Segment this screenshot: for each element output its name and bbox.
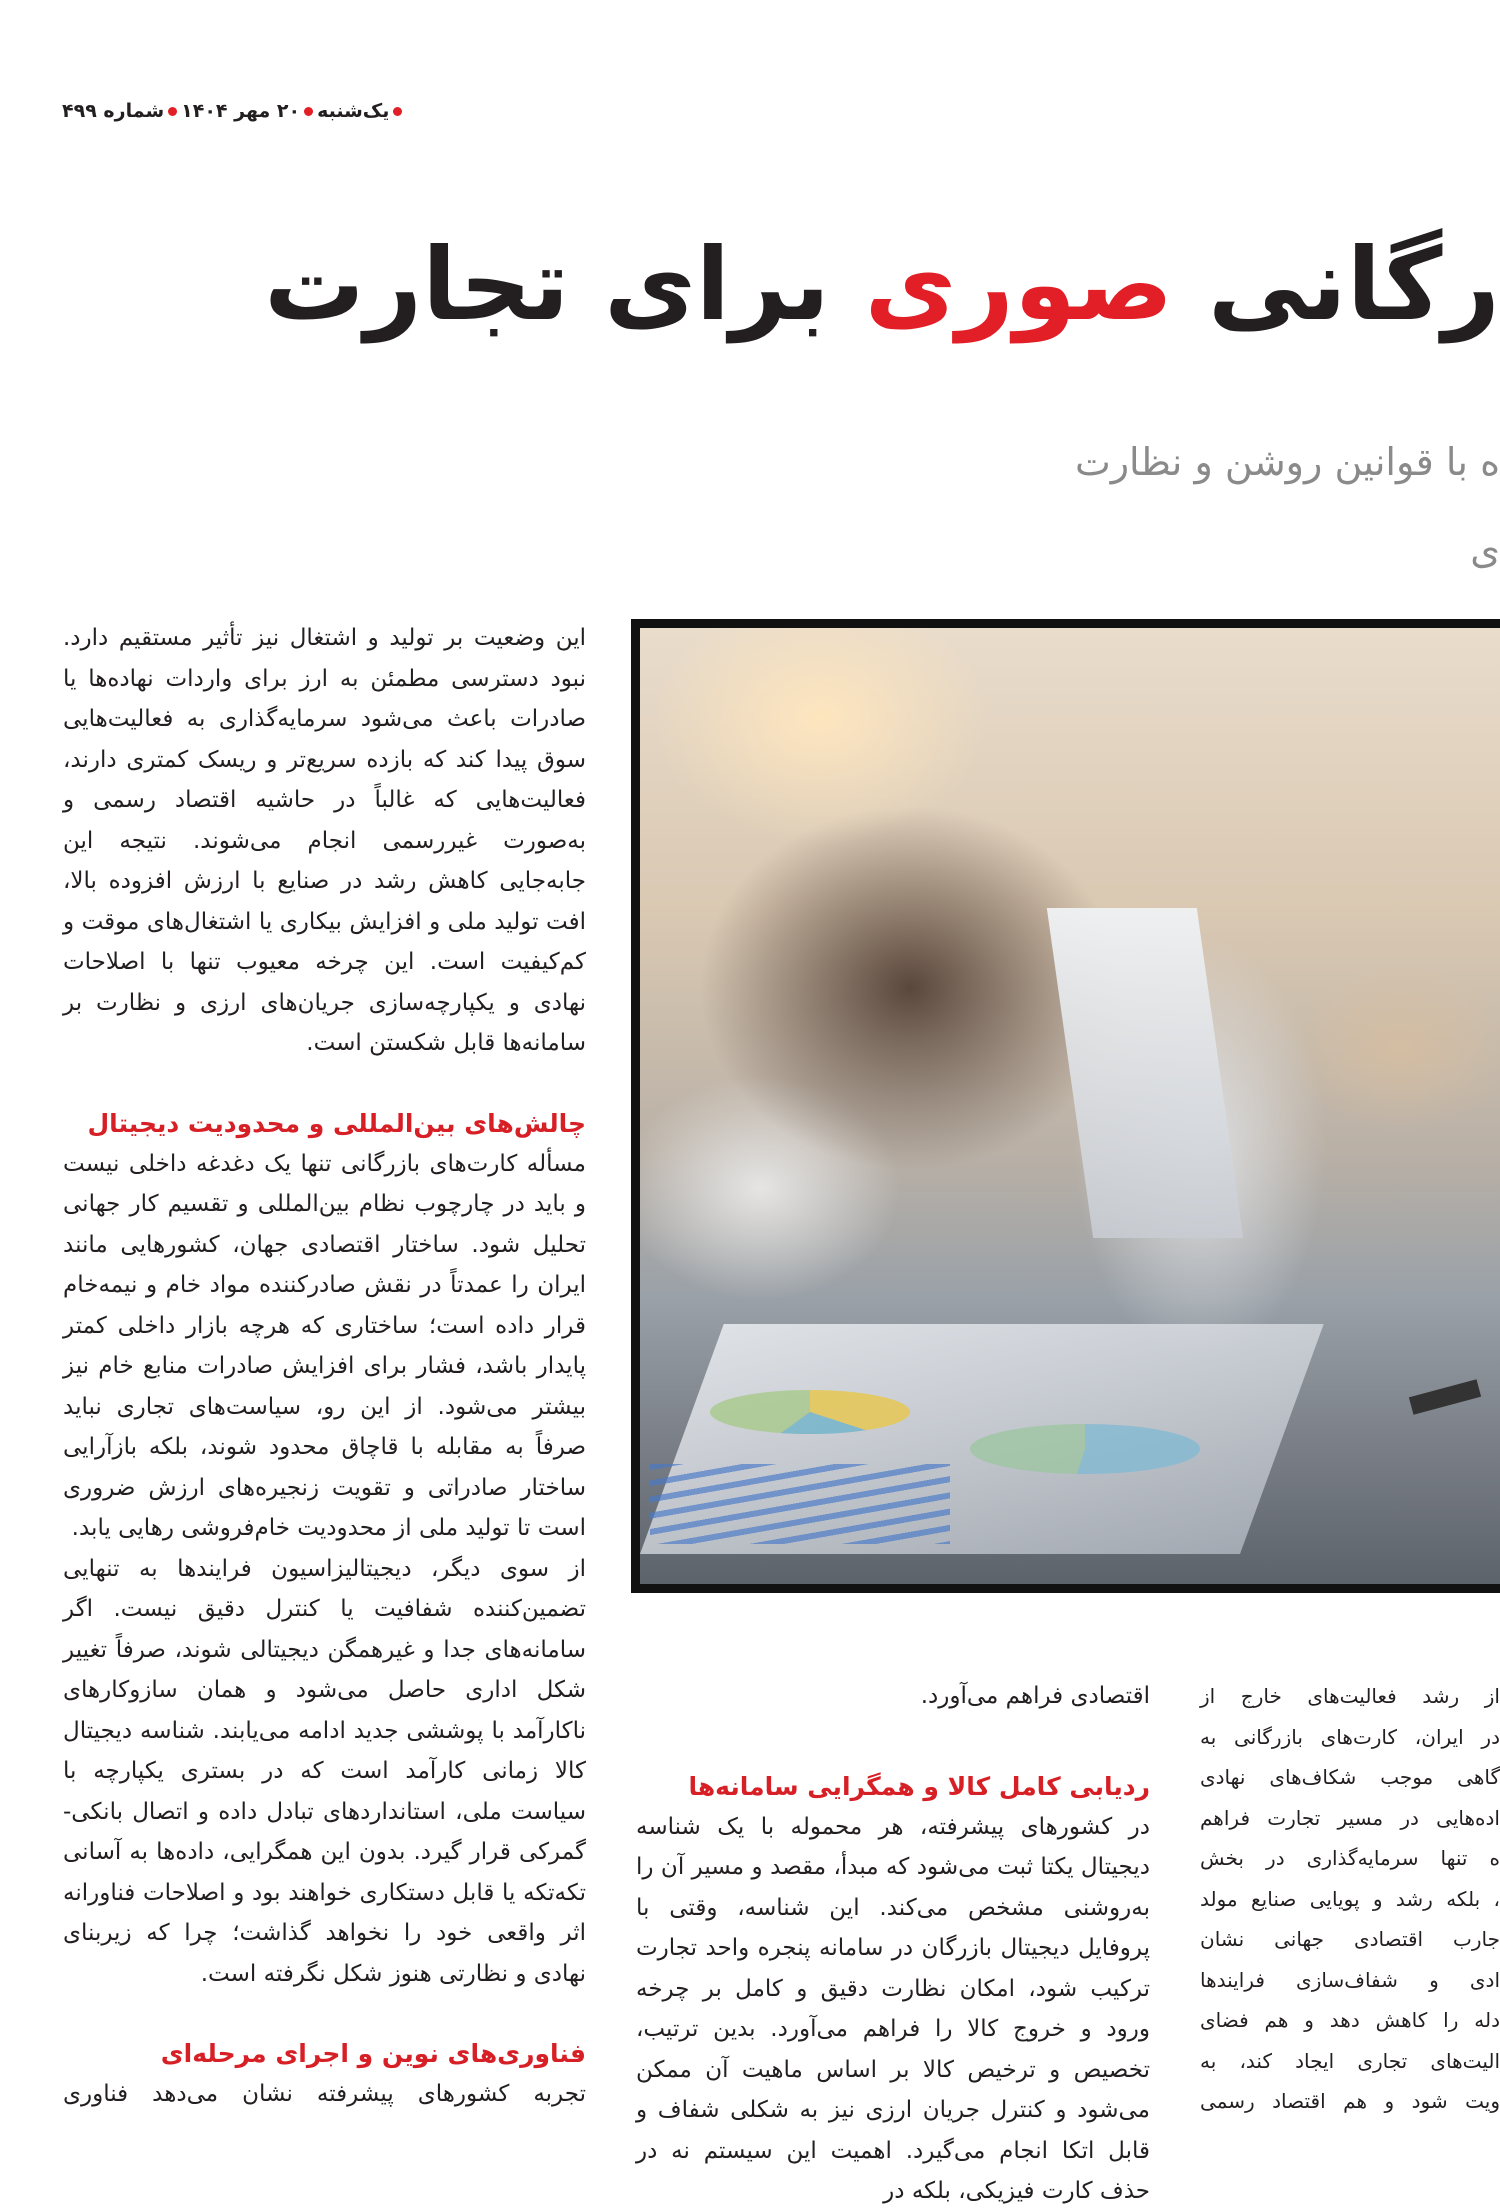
office-meeting-image bbox=[640, 628, 1500, 1584]
headline-part2: برای تجارت bbox=[264, 226, 830, 343]
headline-highlight: صوری bbox=[864, 226, 1174, 343]
subtitle-line2: ی bbox=[1470, 528, 1500, 572]
article-column-middle bbox=[636, 1676, 1150, 2212]
dateline bbox=[62, 100, 402, 122]
article-photo bbox=[631, 619, 1500, 1593]
article-column-right bbox=[1200, 1676, 1500, 2122]
paragraph: این وضعیت بر تولید و اشتغال نیز تأثیر مستقیم دارد. نبود دسترسی مطمئن به ارز برای واردات نهاده‌ها یا صادرات باعث می‌شود سرمایه‌گذاری به فعالیت‌هایی سوق پیدا کند که بازده سریع‌تر و ریسک کمتری دارند، فعالیت‌هایی که غالباً در حاشیه اقتصاد رسمی و به‌صورت غیررسمی انجام می‌شوند. نتیجه این جابه‌جایی کاهش رشد در صنایع با ارزش افزوده بالا، افت تولید ملی و افزایش بیکاری یا اشتغال‌های موقت و کم‌کیفیت است. این چرخه معیوب تنها با اصلاحات نهادی و یکپارچه‌سازی جریان‌های ارزی و نظارت بر سامانه‌ها قابل شکستن است. bbox=[63, 625, 586, 1056]
text-line: گاهی موجب شکاف‌های نهادی bbox=[1200, 1765, 1500, 1789]
bullet-dot-icon bbox=[393, 107, 402, 116]
section-heading: ردیابی کامل کالا و همگرایی سامانه‌ها bbox=[688, 1771, 1150, 1801]
bullet-dot-icon bbox=[304, 107, 313, 116]
bar-chart-printout bbox=[650, 1464, 950, 1544]
dateline-day: یک‌شنبه bbox=[317, 100, 390, 122]
pen-shape bbox=[1409, 1379, 1481, 1415]
paragraph: تجربه کشورهای پیشرفته نشان می‌دهد فناوری bbox=[63, 2081, 586, 2107]
paragraph: اقتصادی فراهم می‌آورد. bbox=[920, 1683, 1150, 1709]
paragraph: مسأله کارت‌های بازرگانی تنها یک دغدغه داخلی نیست و باید در چارچوب نظام بین‌المللی و تقسیم کار جهانی تحلیل شود. ساختار اقتصادی جهان، کشورهایی مانند ایران را عمدتاً در نقش صادرکننده مواد خام و نیمه‌خام قرار داده است؛ ساختاری که هرچه بازار داخلی کمتر پایدار باشد، فشار برای افزایش صادرات منابع خام نیز بیشتر می‌شود. از این رو، سیاست‌های تجاری نباید صرفاً به مقابله با قاچاق محدود شوند، بلکه بازآرایی ساختار صادراتی و تقویت زنجیره‌های ارزش ضروری است تا تولید ملی از محدودیت خام‌فروشی رهایی یابد. bbox=[63, 1150, 586, 1541]
subtitle-line1: ه با قوانین روشن و نظارت bbox=[1074, 440, 1500, 484]
text-line: اده‌هایی در مسیر تجارت فراهم bbox=[1200, 1805, 1500, 1830]
bullet-dot-icon bbox=[168, 107, 177, 116]
pie-chart-printout bbox=[970, 1424, 1200, 1474]
laptop-shape bbox=[1047, 908, 1243, 1238]
dateline-date: ۲۰ مهر ۱۴۰۴ bbox=[181, 100, 301, 122]
text-line: الیت‌های تجاری ایجاد کند، به bbox=[1200, 2048, 1500, 2073]
text-line: دله را کاهش دهد و هم فضای bbox=[1200, 2008, 1500, 2032]
headline bbox=[264, 225, 1500, 345]
text-line: ه تنها سرمایه‌گذاری در بخش bbox=[1200, 1846, 1500, 1870]
text-line: ادی و شفاف‌سازی فرایندها bbox=[1200, 1967, 1500, 1992]
text-line: در ایران، کارت‌های بازرگانی به bbox=[1200, 1724, 1500, 1749]
text-line: ، بلکه رشد و پویایی صنایع مولد bbox=[1200, 1886, 1500, 1911]
section-heading: چالش‌های بین‌المللی و محدودیت دیجیتال bbox=[87, 1108, 586, 1138]
dateline-issue: شماره ۴۹۹ bbox=[62, 100, 165, 122]
section-heading: فناوری‌های نوین و اجرای مرحله‌ای bbox=[160, 2039, 586, 2068]
text-line: ویت شود و هم اقتصاد رسمی bbox=[1200, 2089, 1500, 2113]
pie-chart-printout bbox=[710, 1390, 910, 1434]
article-column-left bbox=[63, 618, 586, 2115]
text-line: جارب اقتصادی جهانی نشان bbox=[1200, 1927, 1500, 1951]
paragraph: از سوی دیگر، دیجیتالیزاسیون فرایندها به تنهایی تضمین‌کننده شفافیت یا کنترل دقیق نیست. اگر سامانه‌های جدا و غیرهمگن دیجیتالی شوند، صرفاً تغییر شکل اداری حاصل می‌شود و همان سازوکارهای ناکارآمد با پوششی جدید ادامه می‌یابند. شناسه دیجیتال کالا زمانی کارآمد است که در بستری یکپارچه با سیاست ملی، استانداردهای تبادل داده و اتصال بانکی-گمرکی قرار گیرد. بدون این همگرایی، داده‌ها به آسانی تکه‌تکه یا قابل دستکاری خواهند بود و اصلاحات فناورانه اثر واقعی خود را نخواهد گذاشت؛ چرا که زیربنای نهادی و نظارتی هنوز شکل نگرفته است. bbox=[63, 1555, 586, 1987]
text-line: از رشد فعالیت‌های خارج از bbox=[1200, 1684, 1500, 1708]
headline-part1: رگانی bbox=[1208, 226, 1500, 343]
paragraph: در کشورهای پیشرفته، هر محموله با یک شناسه دیجیتال یکتا ثبت می‌شود که مبدأ، مقصد و مسیر آن را به‌روشنی مشخص می‌کند. این شناسه، وقتی با پروفایل دیجیتال بازرگان در سامانه پنجره واحد تجارت ترکیب شود، امکان نظارت دقیق و کامل بر چرخه ورود و خروج کالا را فراهم می‌آورد. بدین ترتیب، تخصیص و ترخیص کالا بر اساس ماهیت آن ممکن می‌شود و کنترل جریان ارزی نیز به شکلی شفاف و قابل اتکا انجام می‌گیرد. اهمیت این سیستم نه در حذف کارت فیزیکی، بلکه در bbox=[636, 1813, 1150, 2204]
